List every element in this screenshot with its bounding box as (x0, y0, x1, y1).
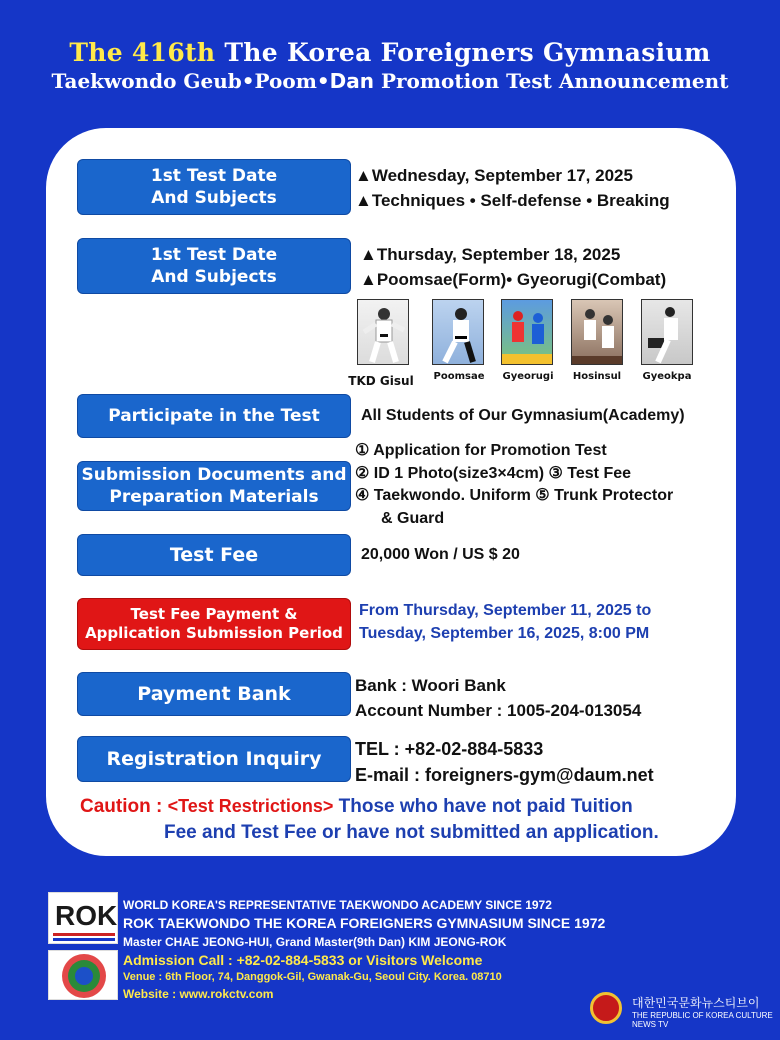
title-edition: The 416th (69, 38, 216, 67)
label-bank-text: Payment Bank (137, 682, 291, 705)
documents-item-3: ④ Taekwondo. Uniform ⑤ Trunk Protector (355, 487, 674, 505)
label-bank (77, 672, 351, 716)
period-line2: Tuesday, September 16, 2025, 8:00 PM (359, 625, 650, 643)
photo-gyeokpa (641, 299, 693, 365)
label-period-line2: Application Submission Period (85, 624, 343, 642)
documents-item-4: & Guard (381, 510, 445, 528)
documents-item-1: ① Application for Promotion Test (355, 442, 607, 459)
footer-line-1: WORLD KOREA'S REPRESENTATIVE TAEKWONDO ACADEMY SINCE 1972 (123, 898, 552, 912)
label-fee-text: Test Fee (169, 543, 259, 566)
footer-venue: Venue : 6th Floor, 74, Danggok-Gil, Gwanak-Gu, Seoul City. Korea. 08710 (123, 971, 502, 983)
caption-tkd-gisul: TKD Gisul (348, 374, 414, 388)
footer-line-4: Admission Call : +82-02-884-5833 or Visitors Welcome (123, 952, 483, 968)
bank-account: Account Number : 1005-204-013054 (355, 700, 642, 720)
participate-value (361, 404, 685, 427)
rok-logo (48, 892, 118, 944)
test2-subjects: ▲Poomsae(Form)• Gyeorugi(Combat) (360, 269, 667, 289)
photo-tkd-gisul (357, 299, 409, 365)
test2-date: ▲Thursday, September 18, 2025 (360, 245, 621, 264)
culture-news-en: THE REPUBLIC OF KOREA CULTURE NEWS TV (632, 1011, 773, 1029)
label-documents (77, 461, 351, 511)
caption-gyeorugi: Gyeorugi (502, 371, 554, 382)
label-test2-line2: And Subjects (151, 267, 277, 287)
caution-text-1: Those who have not paid Tuition (333, 796, 633, 817)
caution-text-2: Fee and Test Fee or have not submitted an application. (164, 821, 659, 843)
subtitle-dan: Dan (329, 69, 375, 93)
caution-notice (80, 794, 659, 845)
photo-poomsae (432, 299, 484, 365)
photo-gyeorugi (501, 299, 553, 365)
fee-value (361, 543, 520, 566)
test2-info (360, 243, 666, 292)
label-documents-line1: Submission Documents and (81, 464, 347, 485)
test1-date: ▲Wednesday, September 17, 2025 (355, 166, 633, 185)
caption-hosinsul: Hosinsul (572, 371, 622, 382)
label-test1-line2: And Subjects (151, 188, 277, 208)
participate-text: All Students of Our Gymnasium(Academy) (361, 407, 685, 424)
test1-info (355, 164, 670, 213)
inquiry-tel[interactable]: TEL : +82-02-884-5833 (355, 739, 544, 759)
label-period-line1: Test Fee Payment & (130, 604, 298, 623)
rok-logo-text: ROK (55, 900, 118, 931)
footer-line-2: ROK TAEKWONDO THE KOREA FOREIGNERS GYMNASIUM SINCE 1972 (123, 915, 606, 931)
label-test1 (77, 159, 351, 215)
label-test1-line1: 1st Test Date (150, 165, 278, 186)
culture-news-logo (590, 992, 622, 1024)
label-inquiry-text: Registration Inquiry (106, 747, 322, 770)
documents-item-2: ② ID 1 Photo(size3×4cm) ③ Test Fee (355, 464, 632, 482)
label-participate-text: Participate in the Test (108, 405, 320, 426)
fee-text: 20,000 Won / US $ 20 (361, 546, 520, 563)
documents-list (355, 440, 673, 531)
inquiry-value (355, 736, 654, 788)
title-gym: The Korea Foreigners Gymnasium (224, 38, 711, 67)
caution-restriction: <Test Restrictions> (167, 796, 334, 816)
academy-emblem (48, 950, 118, 1000)
caption-gyeokpa: Gyeokpa (642, 371, 692, 382)
page-subtitle (0, 69, 780, 93)
subtitle-part-a: Taekwondo Geub•Poom• (51, 69, 330, 93)
label-documents-line2: Preparation Materials (109, 487, 319, 507)
label-test2-line1: 1st Test Date (150, 244, 278, 265)
subtitle-part-b: Promotion Test Announcement (374, 69, 729, 93)
inquiry-email[interactable]: E-mail : foreigners-gym@daum.net (355, 765, 654, 786)
photo-hosinsul (571, 299, 623, 365)
label-fee (77, 534, 351, 576)
bank-name: Bank : Woori Bank (355, 676, 506, 695)
footer-website[interactable]: Website : www.rokctv.com (123, 987, 274, 1001)
footer-line-3: Master CHAE JEONG-HUI, Grand Master(9th Dan) KIM JEONG-ROK (123, 935, 507, 949)
label-period (77, 598, 351, 650)
caption-poomsae: Poomsae (433, 371, 485, 382)
test1-subjects: ▲Techniques • Self-defense • Breaking (355, 190, 670, 210)
bank-value (355, 674, 641, 723)
label-inquiry (77, 736, 351, 782)
label-test2 (77, 238, 351, 294)
period-line1: From Thursday, September 11, 2025 to (359, 602, 652, 619)
page-title (0, 38, 780, 67)
culture-news-kr: 대한민국문화뉴스티브이 (632, 996, 760, 1010)
caution-label: Caution : (80, 796, 168, 817)
period-value (359, 599, 651, 645)
label-participate (77, 394, 351, 438)
